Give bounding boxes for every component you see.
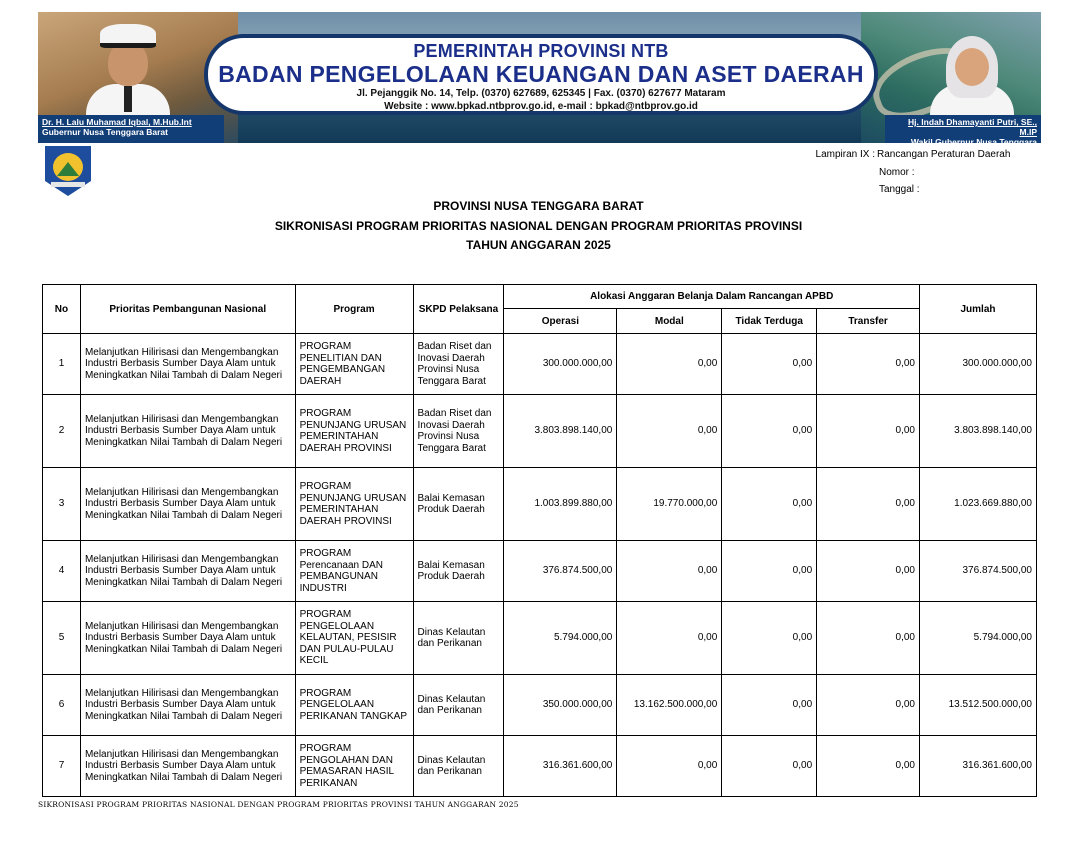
cell-jumlah: 1.023.669.880,00 (919, 468, 1036, 541)
cell-program: PROGRAM PENGOLAHAN DAN PEMASARAN HASIL PERIKANAN (295, 736, 413, 797)
cell-tidak-terduga: 0,00 (722, 468, 817, 541)
cell-transfer: 0,00 (817, 675, 920, 736)
cell-transfer: 0,00 (817, 602, 920, 675)
cell-tidak-terduga: 0,00 (722, 395, 817, 468)
heading-province: PROVINSI NUSA TENGGARA BARAT (433, 199, 644, 213)
cell-modal: 0,00 (617, 736, 722, 797)
governor-name: Dr. H. Lalu Muhamad Iqbal, M.Hub.Int (42, 117, 192, 127)
lampiran-tanggal: Tanggal : (879, 184, 920, 195)
header-alokasi: Alokasi Anggaran Belanja Dalam Rancangan APBD (504, 285, 920, 309)
cell-transfer: 0,00 (817, 395, 920, 468)
header-transfer: Transfer (817, 309, 920, 334)
cell-skpd: Badan Riset dan Inovasi Daerah Provinsi Nusa Tenggara Barat (413, 395, 504, 468)
cell-operasi: 376.874.500,00 (504, 541, 617, 602)
header-operasi: Operasi (504, 309, 617, 334)
governor-title: Gubernur Nusa Tenggara Barat (42, 127, 168, 137)
header-tidak-terduga: Tidak Terduga (722, 309, 817, 334)
header-modal: Modal (617, 309, 722, 334)
heading-document-title: SIKRONISASI PROGRAM PRIORITAS NASIONAL DENGAN PROGRAM PRIORITAS PROVINSI (274, 218, 803, 233)
cell-operasi: 350.000.000,00 (504, 675, 617, 736)
document-headings (0, 197, 1077, 256)
table-row (43, 675, 1037, 736)
agency-address: Jl. Pejanggik No. 14, Telp. (0370) 627689, 625345 | Fax. (0370) 627677 Mataram (356, 88, 726, 99)
table-row (43, 334, 1037, 395)
cell-tidak-terduga: 0,00 (722, 602, 817, 675)
agency-title-plate (204, 34, 878, 115)
lampiran-block (803, 146, 1010, 199)
cell-skpd: Dinas Kelautan dan Perikanan (413, 675, 504, 736)
cell-tidak-terduga: 0,00 (722, 736, 817, 797)
cell-transfer: 0,00 (817, 736, 920, 797)
cell-operasi: 3.803.898.140,00 (504, 395, 617, 468)
cell-jumlah: 3.803.898.140,00 (919, 395, 1036, 468)
government-name: PEMERINTAH PROVINSI NTB (413, 41, 669, 61)
cell-skpd: Dinas Kelautan dan Perikanan (413, 602, 504, 675)
cell-no: 2 (43, 395, 81, 468)
cell-modal: 19.770.000,00 (617, 468, 722, 541)
cell-transfer: 0,00 (817, 334, 920, 395)
cell-no: 6 (43, 675, 81, 736)
cell-no: 7 (43, 736, 81, 797)
budget-table (42, 284, 1037, 797)
cell-transfer: 0,00 (817, 541, 920, 602)
table-row (43, 736, 1037, 797)
lampiran-value: Rancangan Peraturan Daerah (877, 149, 1011, 160)
cell-program: PROGRAM PENUNJANG URUSAN PEMERINTAHAN DAERAH PROVINSI (295, 468, 413, 541)
cell-tidak-terduga: 0,00 (722, 541, 817, 602)
cell-program: PROGRAM Perencanaan DAN PEMBANGUNAN INDUSTRI (295, 541, 413, 602)
cell-jumlah: 300.000.000,00 (919, 334, 1036, 395)
agency-name: BADAN PENGELOLAAN KEUANGAN DAN ASET DAERAH (218, 61, 864, 87)
cell-no: 3 (43, 468, 81, 541)
cell-operasi: 316.361.600,00 (504, 736, 617, 797)
vice-governor-portrait (922, 18, 1022, 118)
cell-prioritas: Melanjutkan Hilirisasi dan Mengembangkan Industri Berbasis Sumber Daya Alam untuk Meningkatkan Nilai Tambah di Dalam Negeri (80, 541, 295, 602)
cell-jumlah: 376.874.500,00 (919, 541, 1036, 602)
governor-caption (38, 115, 224, 143)
table-row (43, 602, 1037, 675)
cell-program: PROGRAM PENGELOLAAN KELAUTAN, PESISIR DAN PULAU-PULAU KECIL (295, 602, 413, 675)
table-row (43, 541, 1037, 602)
cell-tidak-terduga: 0,00 (722, 334, 817, 395)
lampiran-label: Lampiran IX : (815, 149, 875, 160)
cell-skpd: Badan Riset dan Inovasi Daerah Provinsi Nusa Tenggara Barat (413, 334, 504, 395)
cell-operasi: 1.003.899.880,00 (504, 468, 617, 541)
cell-no: 4 (43, 541, 81, 602)
cell-program: PROGRAM PENUNJANG URUSAN PEMERINTAHAN DAERAH PROVINSI (295, 395, 413, 468)
cell-program: PROGRAM PENGELOLAAN PERIKANAN TANGKAP (295, 675, 413, 736)
cell-program: PROGRAM PENELITIAN DAN PENGEMBANGAN DAERAH (295, 334, 413, 395)
vice-governor-title: Wakil Gubernur Nusa Tenggara Barat (910, 137, 1037, 157)
cell-transfer: 0,00 (817, 468, 920, 541)
cell-skpd: Balai Kemasan Produk Daerah (413, 468, 504, 541)
cell-modal: 13.162.500.000,00 (617, 675, 722, 736)
header-prioritas: Prioritas Pembangunan Nasional (80, 285, 295, 334)
cell-jumlah: 5.794.000,00 (919, 602, 1036, 675)
governor-portrait (78, 18, 178, 118)
cell-prioritas: Melanjutkan Hilirisasi dan Mengembangkan Industri Berbasis Sumber Daya Alam untuk Meningkatkan Nilai Tambah di Dalam Negeri (80, 334, 295, 395)
ntb-emblem-icon (45, 146, 91, 196)
cell-prioritas: Melanjutkan Hilirisasi dan Mengembangkan Industri Berbasis Sumber Daya Alam untuk Meningkatkan Nilai Tambah di Dalam Negeri (80, 468, 295, 541)
cell-prioritas: Melanjutkan Hilirisasi dan Mengembangkan Industri Berbasis Sumber Daya Alam untuk Meningkatkan Nilai Tambah di Dalam Negeri (80, 736, 295, 797)
cell-tidak-terduga: 0,00 (722, 675, 817, 736)
cell-skpd: Dinas Kelautan dan Perikanan (413, 736, 504, 797)
cell-modal: 0,00 (617, 334, 722, 395)
heading-fiscal-year: TAHUN ANGGARAN 2025 (466, 238, 611, 252)
cell-jumlah: 13.512.500.000,00 (919, 675, 1036, 736)
header-jumlah: Jumlah (919, 285, 1036, 334)
vice-governor-name: Hj. Indah Dhamayanti Putri, SE., M.IP (908, 117, 1037, 137)
header-program: Program (295, 285, 413, 334)
cell-skpd: Balai Kemasan Produk Daerah (413, 541, 504, 602)
cell-prioritas: Melanjutkan Hilirisasi dan Mengembangkan Industri Berbasis Sumber Daya Alam untuk Meningkatkan Nilai Tambah di Dalam Negeri (80, 675, 295, 736)
table-row (43, 395, 1037, 468)
agency-website: Website : www.bpkad.ntbprov.go.id, e-mail : bpkad@ntbprov.go.id (384, 101, 698, 112)
cell-modal: 0,00 (617, 395, 722, 468)
table-row (43, 468, 1037, 541)
cell-modal: 0,00 (617, 602, 722, 675)
page-footer: SIKRONISASI PROGRAM PRIORITAS NASIONAL DENGAN PROGRAM PRIORITAS PROVINSI TAHUN ANGGARAN 2025 (38, 800, 519, 809)
header-skpd: SKPD Pelaksana (413, 285, 504, 334)
cell-prioritas: Melanjutkan Hilirisasi dan Mengembangkan Industri Berbasis Sumber Daya Alam untuk Meningkatkan Nilai Tambah di Dalam Negeri (80, 602, 295, 675)
cell-no: 1 (43, 334, 81, 395)
cell-no: 5 (43, 602, 81, 675)
lampiran-nomor: Nomor : (879, 166, 915, 178)
cell-operasi: 300.000.000,00 (504, 334, 617, 395)
cell-operasi: 5.794.000,00 (504, 602, 617, 675)
cell-modal: 0,00 (617, 541, 722, 602)
header-no: No (43, 285, 81, 334)
cell-prioritas: Melanjutkan Hilirisasi dan Mengembangkan Industri Berbasis Sumber Daya Alam untuk Meningkatkan Nilai Tambah di Dalam Negeri (80, 395, 295, 468)
cell-jumlah: 316.361.600,00 (919, 736, 1036, 797)
